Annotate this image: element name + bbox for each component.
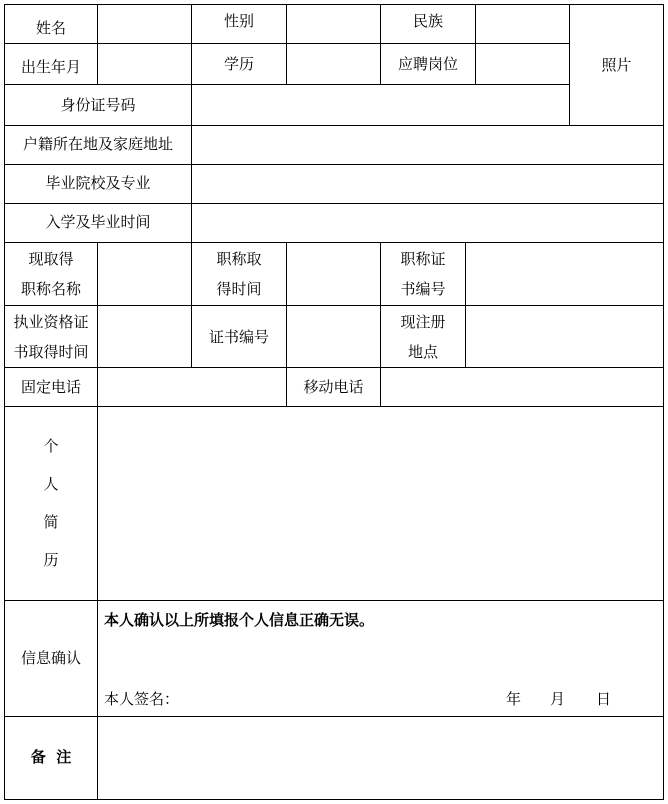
title-time-label-line2: 得时间 [216, 280, 262, 298]
resume-label-char: 人 [43, 475, 59, 493]
title-cert-no-label-line2: 书编号 [400, 280, 446, 298]
month-label: 月 [550, 690, 566, 708]
table-border-right [663, 4, 664, 800]
applied-position-field[interactable] [476, 44, 569, 84]
register-place-field[interactable] [466, 306, 663, 367]
license-cert-no-label: 证书编号 [208, 327, 269, 346]
mobile-label: 移动电话 [303, 378, 364, 396]
license-cert-no-field[interactable] [287, 306, 380, 367]
school-major-label: 毕业院校及专业 [45, 174, 151, 192]
landline-field[interactable] [98, 368, 286, 406]
id-number-field[interactable] [192, 85, 569, 125]
school-major-field[interactable] [192, 165, 663, 203]
remarks-field[interactable] [98, 717, 663, 799]
title-time-label [192, 243, 286, 305]
license-time-label-line1: 执业资格证 [13, 312, 89, 331]
title-name-label [5, 243, 97, 305]
remarks-label: 备 注 [30, 748, 72, 766]
name-label: 姓名 [35, 19, 66, 37]
resume-label [5, 425, 97, 581]
landline-label: 固定电话 [20, 378, 81, 396]
license-time-label [5, 306, 97, 367]
title-cert-no-label [381, 243, 465, 305]
photo-label: 照片 [601, 56, 632, 74]
resume-field[interactable] [98, 407, 663, 600]
birth-date-label: 出生年月 [20, 58, 81, 76]
birth-date-field[interactable] [98, 44, 191, 84]
resume-label-char: 历 [43, 551, 59, 569]
mobile-field[interactable] [381, 368, 663, 406]
title-cert-no-label-line1: 职称证 [400, 250, 446, 268]
year-label: 年 [506, 690, 522, 708]
confirm-label: 信息确认 [20, 649, 81, 667]
row-divider [4, 600, 664, 601]
study-period-field[interactable] [192, 204, 663, 242]
education-field[interactable] [287, 44, 380, 84]
ethnicity-field[interactable] [476, 5, 569, 43]
day-label: 日 [596, 690, 612, 708]
register-place-label-line2: 地点 [407, 342, 438, 361]
register-place-label [381, 306, 465, 367]
id-number-label: 身份证号码 [60, 96, 136, 114]
ethnicity-label: 民族 [412, 12, 443, 30]
title-name-field[interactable] [98, 243, 191, 305]
title-name-label-line2: 职称名称 [20, 280, 81, 298]
table-border-bottom [4, 799, 664, 800]
gender-label: 性别 [223, 12, 254, 30]
signature-field[interactable] [180, 682, 490, 710]
license-time-field[interactable] [98, 306, 191, 367]
confirm-statement: 本人确认以上所填报个人信息正确无误。 [104, 611, 375, 629]
name-field[interactable] [98, 5, 191, 43]
address-label: 户籍所在地及家庭地址 [22, 135, 173, 153]
address-field[interactable] [192, 126, 663, 164]
title-time-label-line1: 职称取 [216, 250, 262, 268]
resume-label-char: 简 [43, 513, 59, 531]
gender-field[interactable] [287, 5, 380, 43]
education-label: 学历 [223, 55, 254, 73]
signature-label: 本人签名： [104, 690, 180, 708]
license-time-label-line2: 书取得时间 [13, 342, 89, 361]
register-place-label-line1: 现注册 [400, 312, 446, 331]
title-name-label-line1: 现取得 [28, 250, 74, 268]
resume-label-char: 个 [43, 437, 59, 455]
title-cert-no-field[interactable] [466, 243, 663, 305]
study-period-label: 入学及毕业时间 [45, 213, 151, 231]
applied-position-label: 应聘岗位 [397, 55, 458, 73]
title-time-field[interactable] [287, 243, 380, 305]
